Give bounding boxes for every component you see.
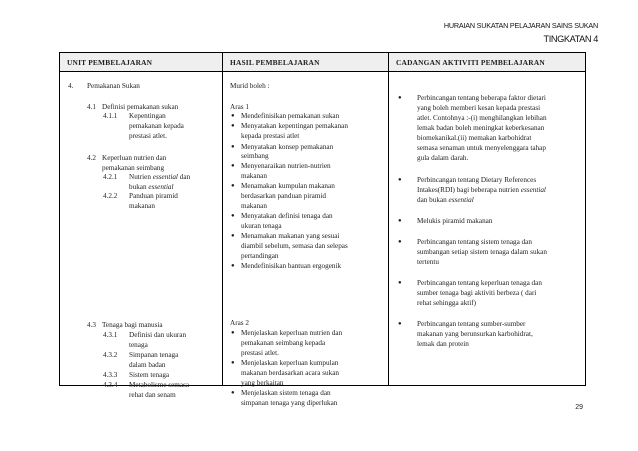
outcome-line: ukuran tenaga: [241, 222, 282, 230]
activity-line: lemak dan protein: [417, 340, 469, 348]
outcome-line: Menjelaskan keperluan nutrien dan: [241, 329, 343, 337]
activity-line: Perbincangan tentang Dietary References: [417, 176, 537, 184]
unit-title: Pemakanan Sukan: [87, 82, 140, 90]
outcome-line: makanan: [241, 172, 267, 180]
section-title: pemakanan seimbang: [102, 164, 165, 172]
bullet-icon: ●: [231, 263, 235, 269]
outcome-line: simpanan tenaga yang diperlukan: [241, 399, 338, 407]
document-header-title: HURAIAN SUKATAN PELAJARAN SAINS SUKAN: [443, 21, 598, 30]
subsection-line: Metabolisme semasa: [129, 381, 190, 389]
bullet-icon: ●: [398, 218, 402, 224]
subsection-line: bukan essential: [129, 183, 174, 191]
section-number: 4.2: [87, 154, 96, 162]
outcome-line: berdasarkan panduan piramid: [241, 192, 327, 200]
subsection-number: 4.2.2: [103, 192, 118, 200]
document-header-level: TINGKATAN 4: [543, 34, 598, 44]
subsection-number: 4.2.1: [103, 173, 118, 181]
subsection-line: Nutrien essential dan: [129, 173, 191, 181]
table-row: [60, 72, 586, 386]
syllabus-table: [59, 52, 586, 407]
subsection-number: 4.3.1: [103, 331, 118, 339]
unit-number: 4.: [68, 82, 74, 90]
outcome-line: seimbang: [241, 152, 269, 160]
level-heading: Aras 1: [230, 103, 249, 111]
bullet-icon: ●: [398, 280, 402, 286]
bullet-icon: ●: [231, 113, 235, 119]
subsection-line: makanan: [129, 202, 155, 210]
subsection-line: dalam badan: [129, 361, 166, 369]
activity-line: biomekanikal.(ii) memakan karbohidrat: [417, 134, 532, 142]
subsection-line: Kepentingan: [129, 112, 166, 120]
outcomes-intro: Murid boleh :: [230, 82, 270, 90]
header-unit: UNIT PEMBELAJARAN: [60, 53, 223, 72]
header-activities: CADANGAN AKTIVITI PEMBELAJARAN: [389, 53, 586, 72]
activity-line: tertentu: [417, 258, 439, 266]
activities-cell: [389, 72, 586, 386]
outcome-line: Menjelaskan keperluan kumpulan: [241, 359, 339, 367]
outcome-line: Menamakan makanan yang sesuai: [241, 232, 340, 240]
bullet-icon: ●: [398, 95, 402, 101]
subsection-number: 4.3.2: [103, 351, 118, 359]
bullet-icon: ●: [231, 163, 235, 169]
section-title: Keperluan nutrien dan: [102, 154, 167, 162]
activity-line: dan bukan essential: [417, 196, 474, 204]
outcome-line: Mendefinisikan bantuan ergogenik: [241, 262, 342, 270]
header-outcomes: HASIL PEMBELAJARAN: [223, 53, 389, 72]
subsection-line: prestasi atlet.: [129, 132, 167, 140]
activity-line: Perbincangan tentang keperluan tenaga dan: [417, 279, 542, 287]
bullet-icon: ●: [231, 183, 235, 189]
activity-line: semasa senaman untuk menyelenggara tahap: [417, 144, 546, 152]
subsection-line: Panduan piramid: [129, 192, 178, 200]
activity-line: Perbincangan tentang beberapa faktor dietari: [417, 94, 546, 102]
outcome-line: Mendefinisikan pemakanan sukan: [241, 112, 340, 120]
subsection-line: rehat dan senam: [129, 391, 176, 399]
outcome-line: kepada prestasi atlet: [241, 132, 300, 140]
activity-line: gula dalam darah.: [417, 154, 469, 162]
activity-line: yang boleh memberi kesan kepada prestasi: [417, 104, 541, 112]
activity-line: Melukis piramid makanan: [417, 217, 493, 225]
bullet-icon: ●: [398, 321, 402, 327]
bullet-icon: ●: [231, 390, 235, 396]
subsection-line: Definisi dan ukuran: [129, 331, 187, 339]
bullet-icon: ●: [398, 177, 402, 183]
outcome-line: pertandingan: [241, 252, 279, 260]
section-title: Tenaga bagi manusia: [102, 321, 163, 329]
subsection-line: tenaga: [129, 341, 148, 349]
outcome-line: Menyenaraikan nutrien-nutrien: [241, 162, 331, 170]
outcome-line: Menyatakan definisi tenaga dan: [241, 212, 333, 220]
outcome-line: Menyatakan kepentingan pemakanan: [241, 122, 348, 130]
section-number: 4.3: [87, 321, 96, 329]
outcome-line: yang berkaitan: [241, 379, 284, 387]
subsection-number: 4.1.1: [103, 112, 118, 120]
outcome-line: diambil sebelum, semasa dan selepas: [241, 242, 348, 250]
section-number: 4.1: [87, 103, 96, 111]
bullet-icon: ●: [231, 330, 235, 336]
bullet-icon: ●: [231, 213, 235, 219]
outcome-line: prestasi atlet.: [241, 349, 279, 357]
outcome-line: Menyatakan konsep pemakanan: [241, 143, 334, 151]
outcome-line: Menamakan kumpulan makanan: [241, 182, 335, 190]
bullet-icon: ●: [231, 233, 235, 239]
activity-line: rehat sehingga aktif): [417, 299, 477, 307]
activity-line: sumber tenaga bagi aktiviti berbeza ( dari: [417, 289, 537, 297]
page-number: 29: [575, 404, 583, 411]
activity-line: lemak badan boleh meningkat keberkesanan: [417, 124, 545, 132]
bullet-icon: ●: [398, 239, 402, 245]
bullet-icon: ●: [231, 123, 235, 129]
outcomes-cell: [223, 72, 389, 407]
activity-line: sumbangan setiap sistem tenaga dalam sukan: [417, 248, 547, 256]
activity-line: makanan yang berunsurkan karbohidrat,: [417, 330, 533, 338]
table-header-row: [60, 53, 586, 72]
level-heading: Aras 2: [230, 319, 249, 327]
unit-cell: [60, 72, 223, 399]
subsection-line: Simpanan tenaga: [129, 351, 179, 359]
subsection-line: Sistem tenaga: [129, 371, 170, 379]
subsection-number: 4.3.4: [103, 381, 118, 389]
activity-line: Perbincangan tentang sistem tenaga dan: [417, 238, 532, 246]
outcome-line: pemakanan seimbang kepada: [241, 339, 326, 347]
subsection-number: 4.3.3: [103, 371, 118, 379]
outcome-line: Menjelaskan sistem tenaga dan: [241, 389, 331, 397]
activity-line: Intakes(RDI) bagi beberapa nutrien essential: [417, 186, 546, 194]
activity-line: Perbincangan tentang sumber-sumber: [417, 320, 526, 328]
outcome-line: makanan: [241, 202, 267, 210]
outcome-line: makanan berdasarkan acara sukan: [241, 369, 339, 377]
activity-line: atlet. Contohnya :-(i) menghilangkan lebihan: [417, 114, 547, 122]
subsection-line: pemakanan kepada: [129, 122, 184, 130]
bullet-icon: ●: [231, 360, 235, 366]
bullet-icon: ●: [231, 144, 235, 150]
section-title: Definisi pemakanan sukan: [102, 103, 179, 111]
